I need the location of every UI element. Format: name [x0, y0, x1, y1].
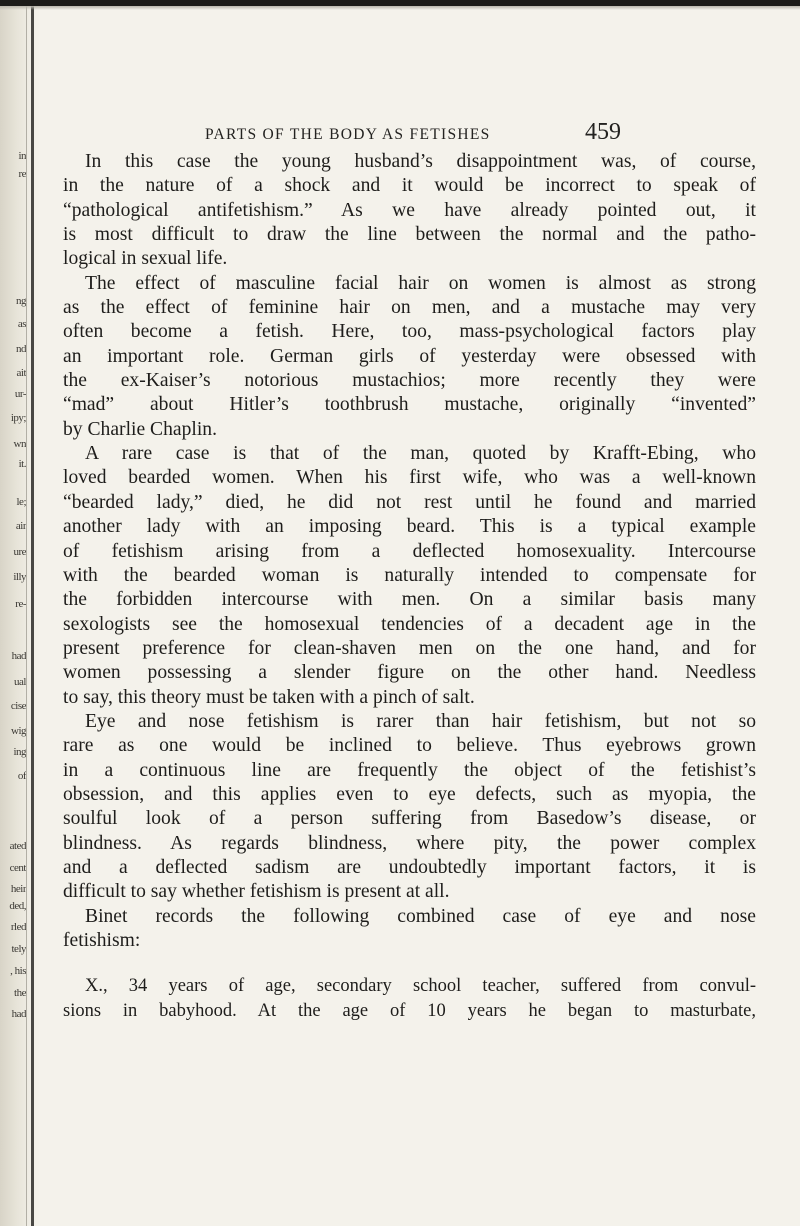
bleed-fragment: re- [15, 598, 26, 610]
binding-shadow-line [31, 0, 34, 1226]
bleed-fragment: , his [10, 965, 26, 977]
page-number: 459 [585, 119, 621, 145]
text-line: the forbidden intercourse with men. On a similar basis many [63, 589, 756, 611]
text-line: “bearded lady,” died, he did not rest until he found and married [63, 491, 756, 513]
body-paragraphs [63, 150, 756, 953]
text-line: soulful look of a person suffering from Basedow’s disease, or [63, 808, 756, 830]
bleed-fragment: cise [10, 700, 26, 712]
text-line: logical in sexual life. [63, 248, 228, 270]
bleed-fragment: the [14, 987, 26, 999]
text-line: Binet records the following combined case of eye and nose [85, 905, 756, 927]
bleed-fragment: air [15, 520, 26, 532]
text-line: and a deflected sadism are undoubtedly important factors, it is [63, 856, 756, 878]
bleed-fragment: ure [13, 546, 26, 558]
bleed-fragment: of [17, 770, 26, 782]
text-line: “pathological antifetishism.” As we have already pointed out, it [63, 199, 756, 221]
bleed-fragment: wig [11, 725, 26, 737]
text-line: women possessing a slender figure on the other hand. Needless [63, 662, 756, 684]
text-line: present preference for clean-shaven men on the one hand, and for [63, 637, 756, 659]
text-line: the ex-Kaiser’s notorious mustachios; more recently they were [63, 370, 756, 392]
case-quotation [63, 974, 756, 1023]
text-line: A rare case is that of the man, quoted by Krafft-Ebing, who [85, 443, 756, 465]
text-line: with the bearded woman is naturally intended to compensate for [63, 564, 756, 586]
bleed-fragment: ait [16, 367, 26, 379]
bleed-fragment: ipy; [10, 412, 26, 424]
text-line: sions in babyhood. At the age of 10 years he began to masturbate, [63, 1000, 756, 1021]
bleed-fragment: tely [11, 943, 26, 955]
text-line: another lady with an imposing beard. This is a typical example [63, 516, 756, 538]
bleed-fragment: le; [16, 496, 26, 508]
text-line: X., 34 years of age, secondary school teacher, suffered from convul- [85, 976, 756, 997]
text-line: an important role. German girls of yesterday were obsessed with [63, 345, 756, 367]
bleed-fragment: had [11, 1008, 26, 1020]
gutter-edge-line [26, 0, 27, 1226]
text-line: Eye and nose fetishism is rarer than hair fetishism, but not so [85, 710, 756, 732]
text-line: loved bearded women. When his first wife, who was a well-known [63, 467, 756, 489]
text-line: often become a fetish. Here, too, mass-psychological factors play [63, 321, 756, 343]
bleed-fragment: ated [9, 840, 26, 852]
text-line: blindness. As regards blindness, where pity, the power complex [63, 832, 756, 854]
running-head: PARTS OF THE BODY AS FETISHES [205, 126, 491, 143]
text-line: obsession, and this applies even to eye defects, such as myopia, the [63, 783, 756, 805]
bleed-fragment: ual [14, 676, 26, 688]
bleed-fragment: nd [16, 343, 26, 355]
text-line: difficult to say whether fetishism is present at all. [63, 881, 450, 903]
text-line: In this case the young husband’s disappointment was, of course, [85, 151, 756, 172]
bleed-fragment: illy [13, 571, 26, 583]
bleed-fragment: wn [13, 438, 26, 450]
text-line: “mad” about Hitler’s toothbrush mustache, originally “invented” [63, 394, 756, 416]
text-line: in the nature of a shock and it would be incorrect to speak of [63, 175, 756, 197]
body-text [63, 150, 756, 1023]
bleed-fragment: in [18, 150, 26, 162]
text-line: fetishism: [63, 930, 141, 951]
page-top-shadow [0, 6, 800, 10]
text-line: The effect of masculine facial hair on women is almost as strong [85, 272, 756, 294]
bleed-fragment: rled [10, 921, 26, 933]
text-line: as the effect of feminine hair on men, and a mustache may very [63, 297, 756, 319]
text-line: rare as one would be inclined to believe. Thus eyebrows grown [63, 735, 756, 757]
bleed-fragment: cent [9, 862, 26, 874]
text-line: of fetishism arising from a deflected homosexuality. Intercourse [63, 540, 756, 562]
bleed-fragment: heir [10, 883, 26, 895]
quote-gap [63, 953, 756, 974]
text-line: in a continuous line are frequently the object of the fetishist’s [63, 759, 756, 781]
text-line: sexologists see the homosexual tendencies of a decadent age in the [63, 613, 756, 635]
binding-gutter [0, 0, 40, 1226]
bleed-fragment: ded, [9, 900, 26, 912]
bleed-fragment: ur- [14, 388, 26, 400]
text-line: by Charlie Chaplin. [63, 418, 218, 440]
text-line: is most difficult to draw the line between the normal and the patho- [63, 224, 756, 246]
bleed-fragment: it. [18, 458, 26, 470]
text-line: to say, this theory must be taken with a pinch of salt. [63, 686, 475, 708]
bleed-fragment: had [11, 650, 26, 662]
bleed-fragment: re [18, 168, 26, 180]
bleed-fragment: ng [16, 295, 26, 307]
bleed-fragment: as [17, 318, 26, 330]
bleed-fragment: ing [13, 746, 26, 758]
